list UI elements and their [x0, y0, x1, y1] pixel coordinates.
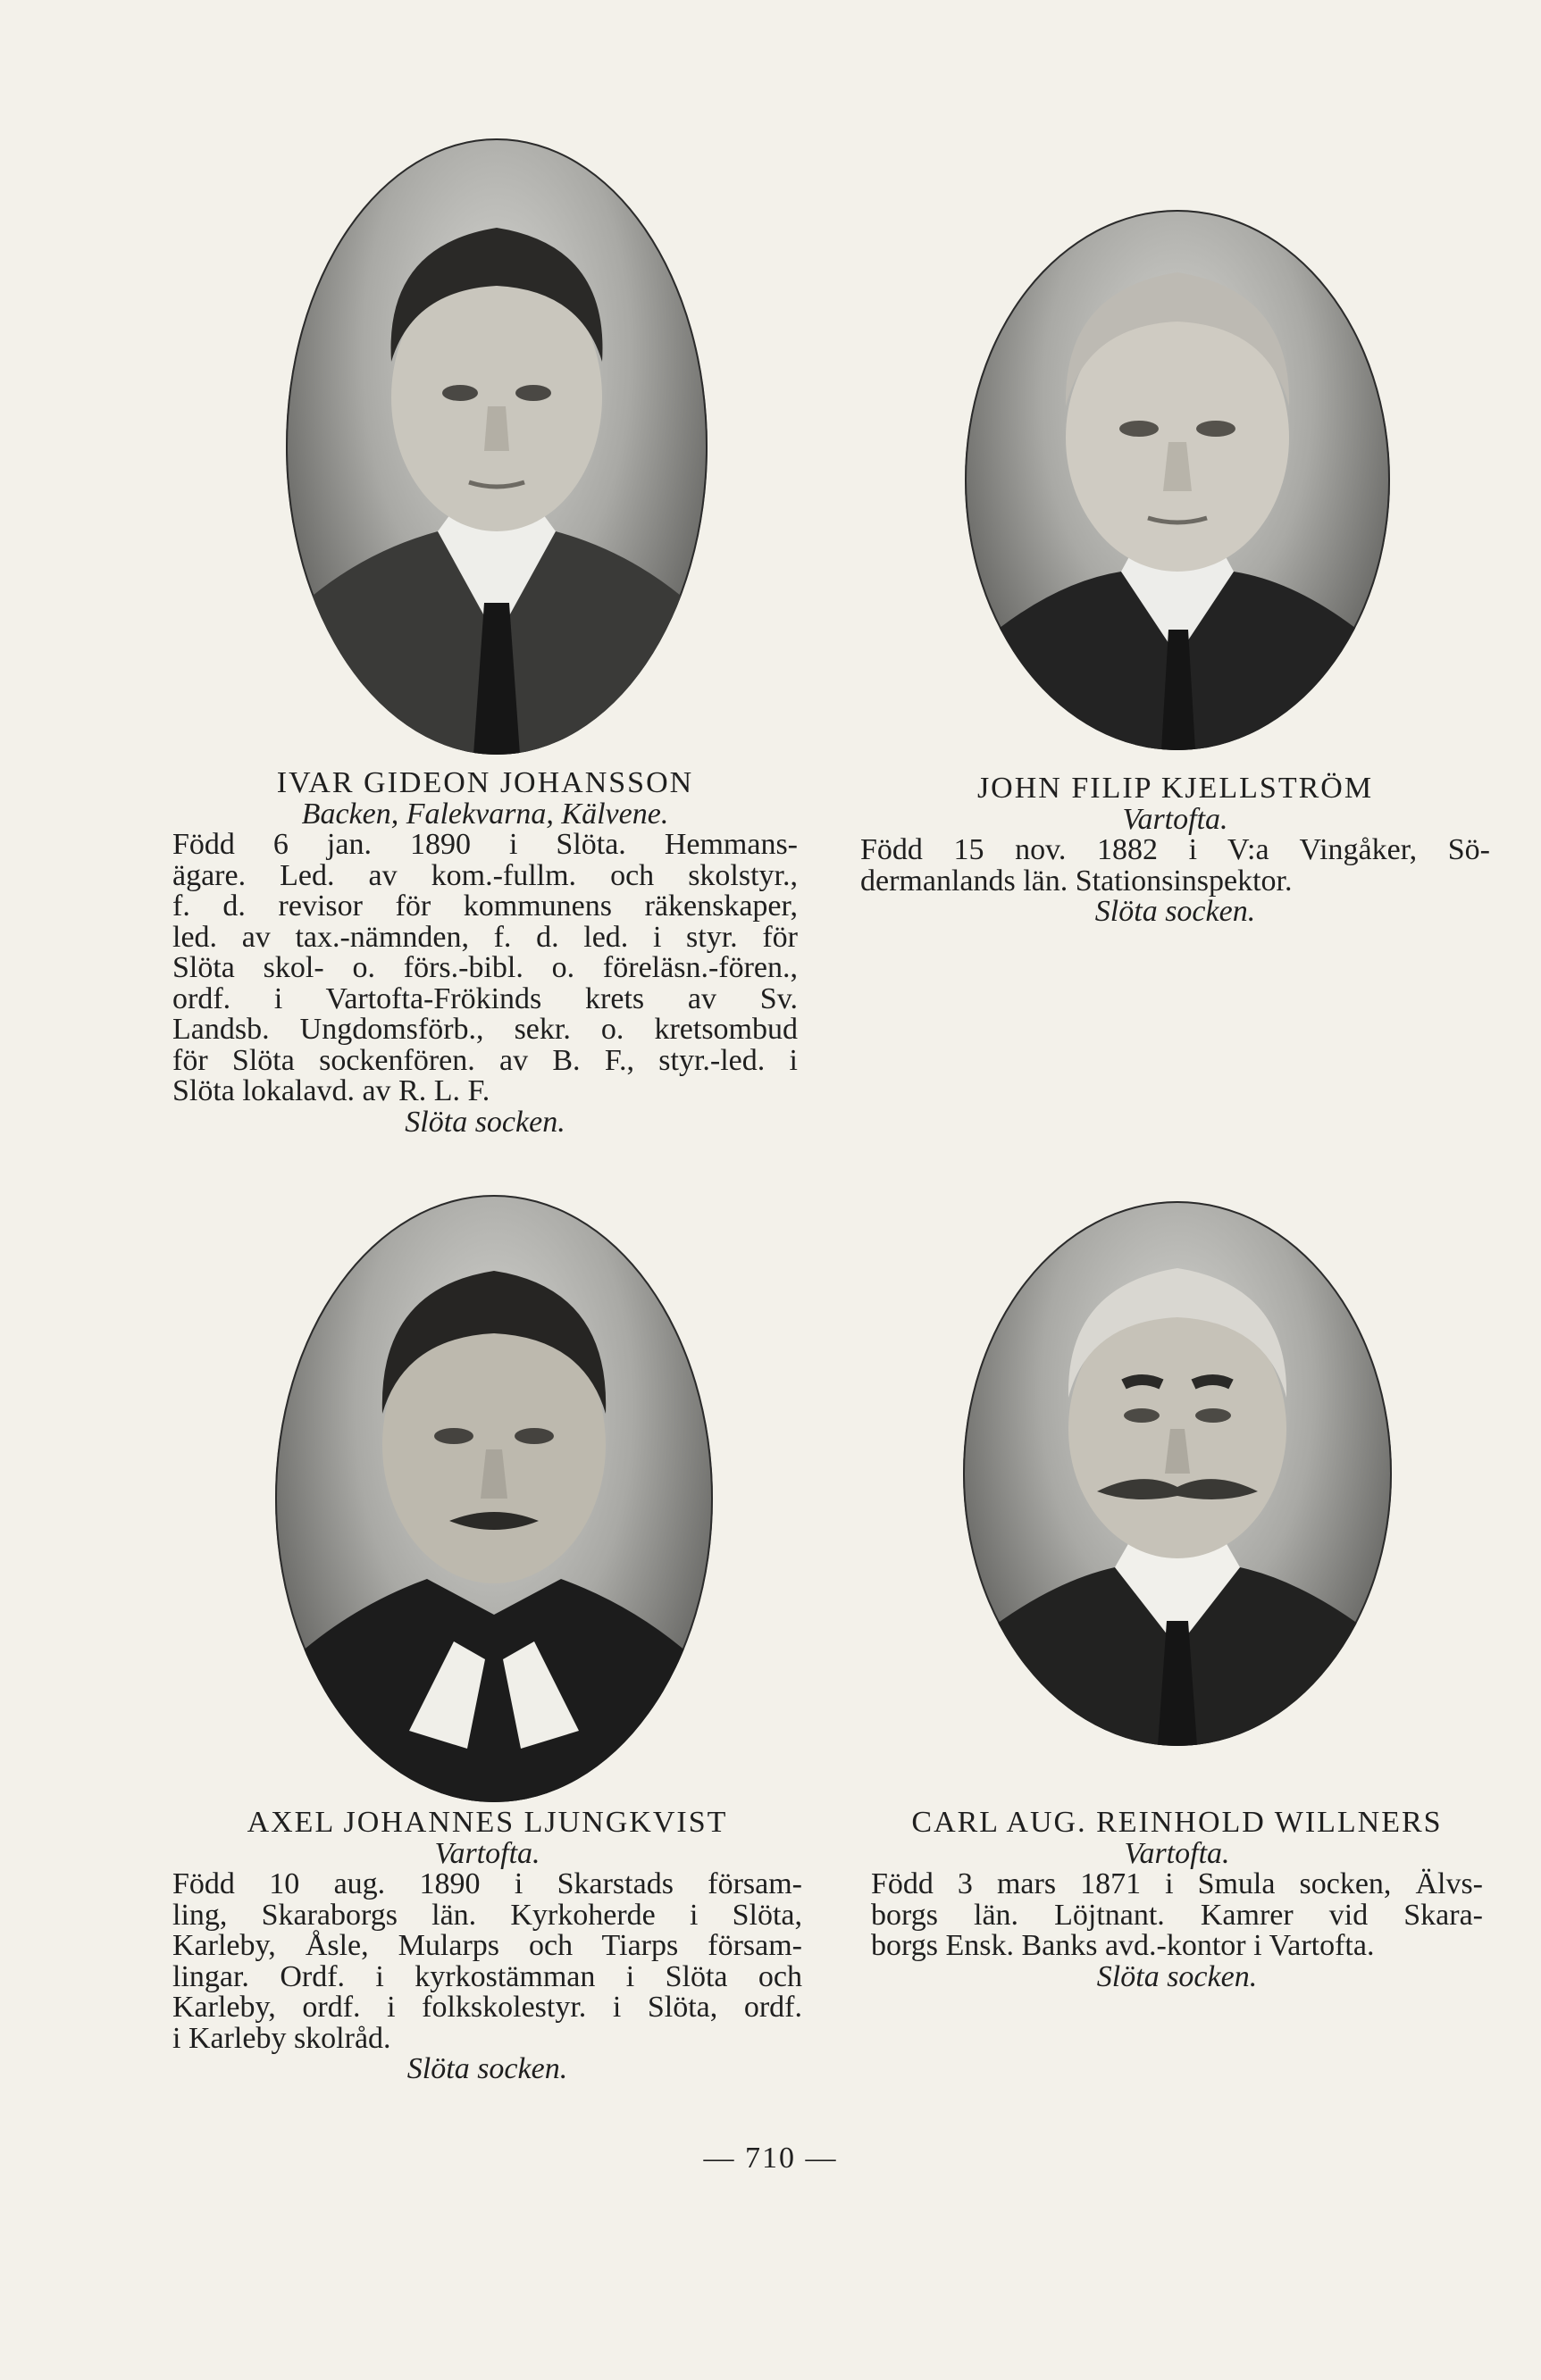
- biography-line: Karleby, Åsle, Mularps och Tiarps försam-: [172, 1929, 802, 1962]
- biography-line: i Karleby skolråd.: [172, 2021, 391, 2055]
- parish: Slöta socken.: [406, 2052, 568, 2085]
- biography-line: f. d. revisor för kommunens räkenskaper,: [172, 889, 798, 923]
- portrait-carl-willners: [963, 1201, 1392, 1746]
- biography-line: borgs län. Löjtnant. Kamrer vid Skara-: [871, 1898, 1483, 1932]
- biography-line: dermanlands län. Stationsinspektor.: [860, 864, 1293, 898]
- biography-entry: [172, 1808, 802, 2085]
- biography-line: Slöta lokalavd. av R. L. F.: [172, 1074, 490, 1107]
- parish: Slöta socken.: [405, 1105, 565, 1139]
- biography-line: ling, Skaraborgs län. Kyrkoherde i Slöta,: [172, 1898, 802, 1932]
- person-name: AXEL JOHANNES LJUNGKVIST: [247, 1806, 728, 1839]
- biography-line: Karleby, ordf. i folkskolestyr. i Slöta, ordf.: [172, 1991, 802, 2024]
- biography-line: ägare. Led. av kom.-fullm. och skolstyr.,: [172, 858, 798, 892]
- portrait-john-kjellstrom: [965, 210, 1390, 750]
- residence: Backen, Falekvarna, Kälvene.: [301, 797, 669, 831]
- residence: Vartofta.: [1124, 1836, 1230, 1870]
- person-name: CARL AUG. REINHOLD WILLNERS: [911, 1806, 1443, 1839]
- biography-line: för Slöta sockenfören. av B. F., styr.-led. i: [172, 1043, 798, 1077]
- biography-entry: [172, 768, 798, 1138]
- biography-line: Landsb. Ungdomsförb., sekr. o. kretsombud: [172, 1013, 798, 1046]
- residence: Vartofta.: [1122, 802, 1228, 836]
- biography-line: Född 10 aug. 1890 i Skarstads försam-: [172, 1867, 802, 1900]
- biography-line: Född 15 nov. 1882 i V:a Vingåker, Sö-: [860, 833, 1490, 866]
- person-name: IVAR GIDEON JOHANSSON: [276, 766, 694, 799]
- portrait-ivar-johansson: [286, 138, 708, 755]
- page-number: — 710 —: [703, 2142, 838, 2175]
- residence: Vartofta.: [434, 1836, 540, 1870]
- biography-line: borgs Ensk. Banks avd.-kontor i Vartofta.: [871, 1929, 1375, 1962]
- parish: Slöta socken.: [1096, 1959, 1258, 1993]
- biography-line: led. av tax.-nämnden, f. d. led. i styr. för: [172, 920, 798, 954]
- biography-line: Född 3 mars 1871 i Smula socken, Älvs-: [871, 1867, 1483, 1900]
- biography-entry: [860, 773, 1490, 928]
- person-name: JOHN FILIP KJELLSTRÖM: [976, 772, 1374, 805]
- biography-line: ordf. i Vartofta-Frökinds krets av Sv.: [172, 981, 798, 1015]
- biography-line: Slöta skol- o. förs.-bibl. o. föreläsn.-fören.,: [172, 951, 798, 984]
- biography-entry: [871, 1808, 1483, 1992]
- parish: Slöta socken.: [1094, 895, 1256, 928]
- biography-line: lingar. Ordf. i kyrkostämman i Slöta och: [172, 1959, 802, 1993]
- biography-line: Född 6 jan. 1890 i Slöta. Hemmans-: [172, 828, 798, 861]
- portrait-axel-ljungkvist: [275, 1195, 713, 1802]
